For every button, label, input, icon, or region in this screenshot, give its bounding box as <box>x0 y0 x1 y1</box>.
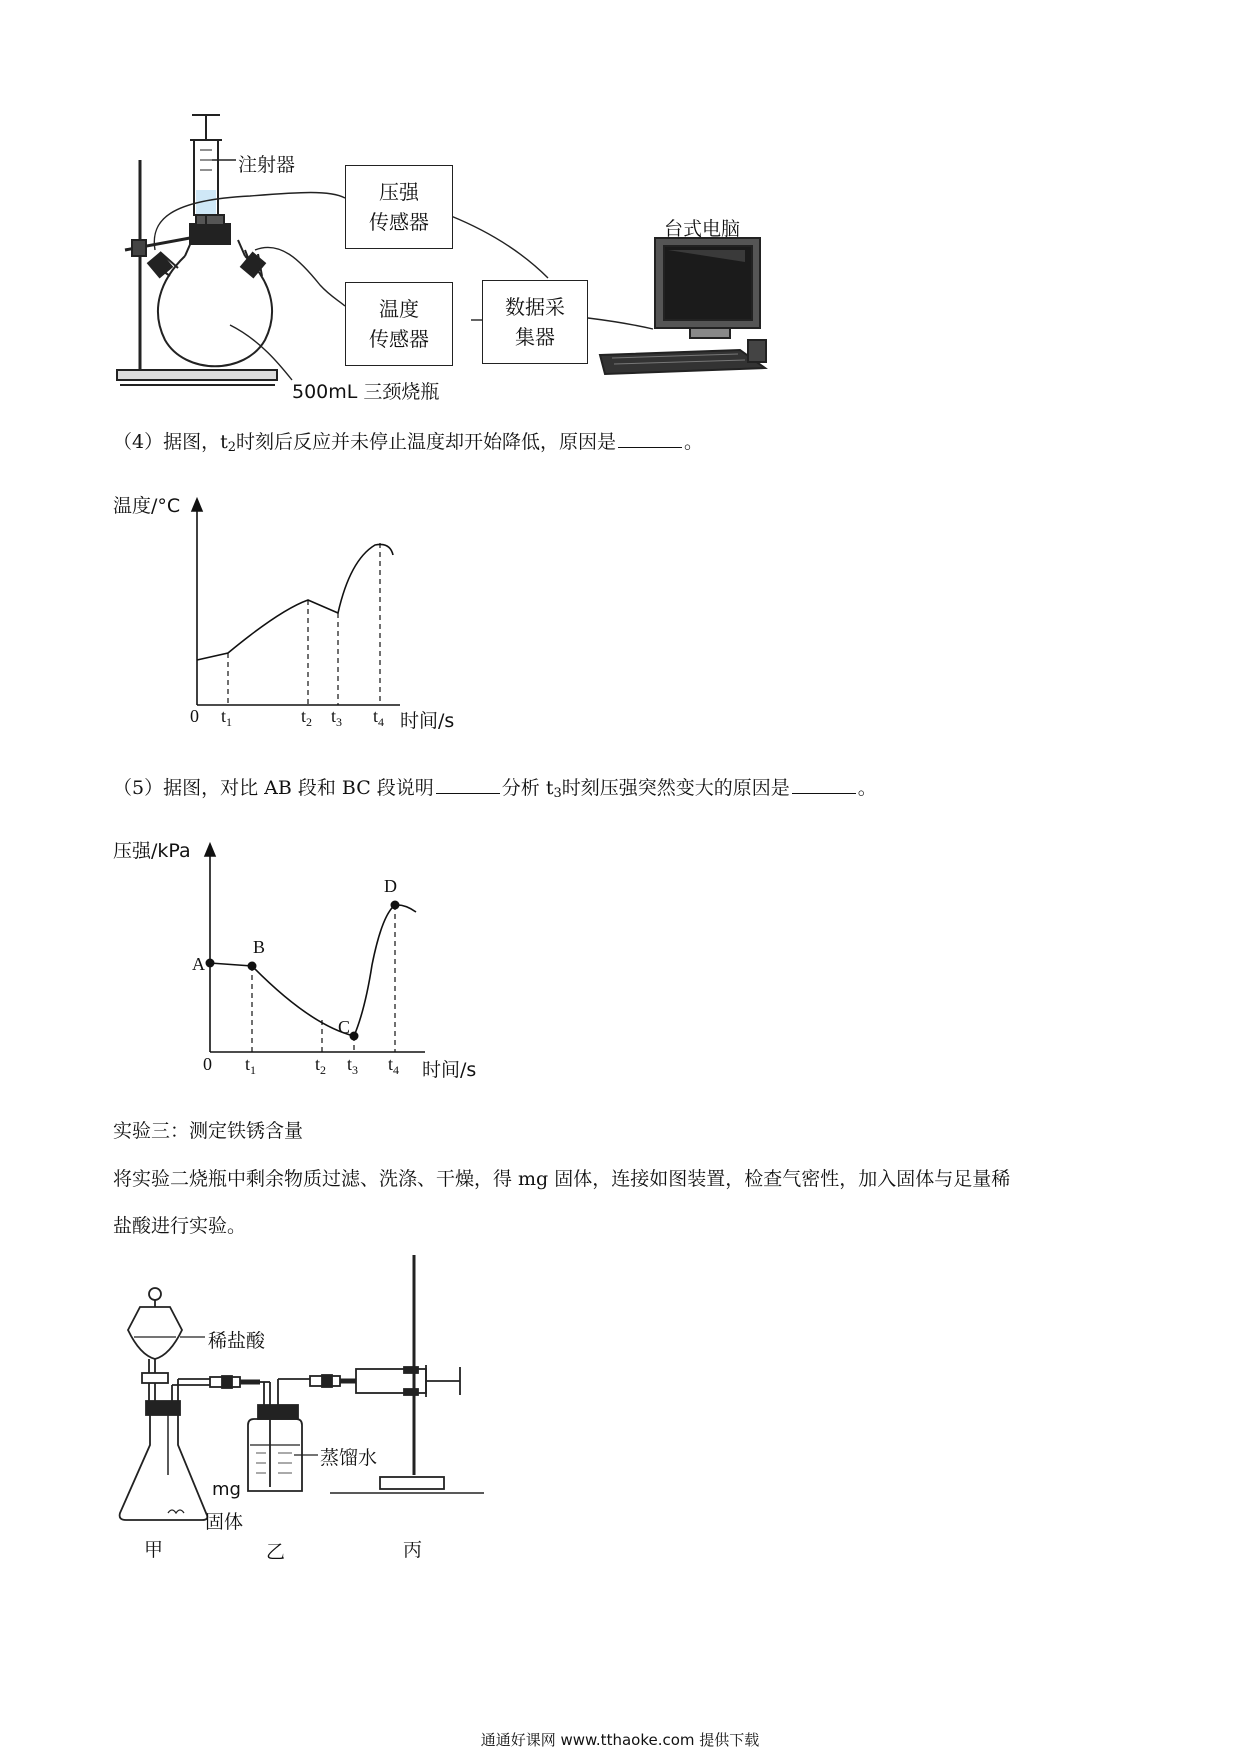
experiment3-title: 实验三：测定铁锈含量 <box>113 1120 304 1142</box>
acid-label: 稀盐酸 <box>208 1330 266 1352</box>
pressure-label-b: B <box>253 937 266 957</box>
pressure-ylabel: 压强/kPa <box>113 840 191 862</box>
pressure-tick-t1: $t_1$ <box>245 1054 257 1077</box>
temp-curve <box>197 544 393 660</box>
pressure-label-a: A <box>192 954 205 974</box>
question-4: （4）据图，$t_2$时刻后反应并未停止温度却开始降低，原因是 。 <box>113 431 704 455</box>
label-yi: 乙 <box>266 1541 286 1563</box>
page-footer: 通通好课网 www.tthaoke.com 提供下载 <box>480 1731 760 1749</box>
temp-tick-t4: $t_4$ <box>373 706 385 729</box>
answer-blank-1[interactable] <box>436 775 500 794</box>
temperature-sensor-line2: 传感器 <box>369 327 429 351</box>
solid-label-mg: mg <box>212 1479 241 1500</box>
temperature-sensor-line1: 温度 <box>379 297 419 321</box>
pressure-point-b <box>248 962 257 971</box>
pressure-sensor-box <box>345 165 453 249</box>
temp-tick-t3: $t_3$ <box>331 706 343 729</box>
temp-tick-t2: $t_2$ <box>301 706 313 729</box>
pressure-label-c: C <box>338 1017 351 1037</box>
pressure-origin: 0 <box>203 1054 212 1074</box>
temp-tick-t1: $t_1$ <box>221 706 233 729</box>
pressure-xlabel: 时间/s <box>422 1059 477 1081</box>
figure-sensor-apparatus <box>0 0 800 420</box>
temp-origin: 0 <box>190 706 199 726</box>
experiment3-line2: 盐酸进行实验。 <box>113 1215 247 1237</box>
pressure-y-arrow <box>205 844 215 856</box>
pressure-point-d <box>391 901 400 910</box>
flask-label: 500mL 三颈烧瓶 <box>292 381 440 403</box>
computer-label: 台式电脑 <box>664 218 741 240</box>
answer-blank-2[interactable] <box>792 775 856 794</box>
temp-y-arrow <box>192 499 202 511</box>
label-jia: 甲 <box>144 1539 164 1561</box>
temperature-sensor-box <box>345 282 453 366</box>
pressure-curve <box>210 905 416 1036</box>
collector-line1: 数据采 <box>505 295 565 319</box>
pressure-sensor-line2: 传感器 <box>369 210 429 234</box>
pressure-chart <box>110 840 490 1090</box>
pressure-tick-t3: $t_3$ <box>347 1054 359 1077</box>
pressure-point-a <box>206 959 215 968</box>
label-bing: 丙 <box>403 1539 423 1561</box>
solid-label-text: 固体 <box>205 1511 244 1533</box>
syringe-label: 注射器 <box>238 154 296 176</box>
pressure-label-d: D <box>384 876 397 896</box>
answer-blank[interactable] <box>618 429 682 448</box>
question-5: （5）据图，对比 AB 段和 BC 段说明 分析 $t_3$时刻压强突然变大的原因是 。 <box>113 777 877 801</box>
pressure-tick-t4: $t_4$ <box>388 1054 400 1077</box>
rust-apparatus-drawing <box>0 1255 520 1575</box>
experiment3-line1: 将实验二烧瓶中剩余物质过滤、洗涤、干燥，得 mg 固体，连接如图装置，检查气密性，加入固体与足量稀 <box>113 1168 1011 1190</box>
pressure-sensor-line1: 压强 <box>379 180 419 204</box>
temp-xlabel: 时间/s <box>400 710 455 732</box>
temperature-chart <box>110 495 490 740</box>
pressure-tick-t2: $t_2$ <box>315 1054 327 1077</box>
data-collector-box <box>482 280 588 364</box>
collector-line2: 集器 <box>515 325 555 349</box>
pressure-point-c <box>350 1032 359 1041</box>
water-label: 蒸馏水 <box>320 1447 378 1469</box>
temp-ylabel: 温度/°C <box>113 495 181 517</box>
figure-rust-apparatus <box>0 1255 520 1575</box>
